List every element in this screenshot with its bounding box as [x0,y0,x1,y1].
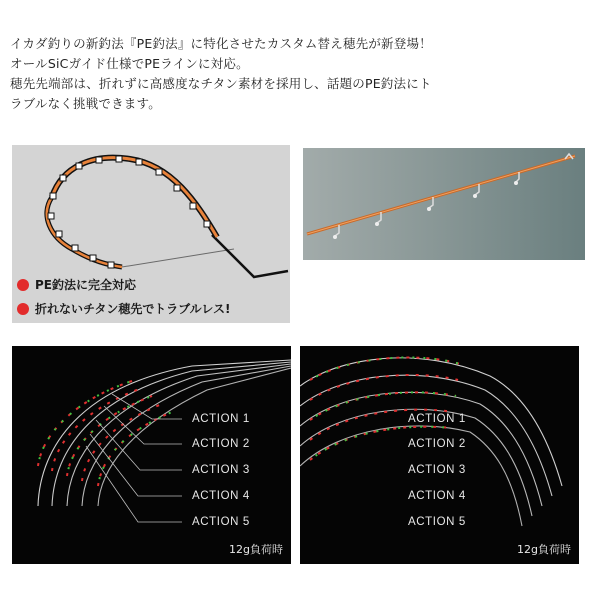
feature-text: PE釣法に完全対応 [35,278,136,292]
action-3-label: ACTION 3 [192,464,250,476]
intro-line-3: 穂先先端部は、折れずに高感度なチタン素材を採用し、話題のPE釣法にト [10,76,432,91]
action-4-label: ACTION 4 [408,490,466,502]
action-1-label: ACTION 1 [408,413,466,425]
action-chart-right [300,346,579,564]
action-5-label: ACTION 5 [192,516,250,528]
action-1-label: ACTION 1 [192,413,250,425]
load-label: 12g負荷時 [229,543,283,556]
rod-action-curves-icon [12,346,291,564]
intro-line-2: オールSiCガイド仕様でPEラインに対応。 [10,56,249,71]
action-chart-left [12,346,291,564]
rod-action-curves-icon [300,346,579,564]
action-4-label: ACTION 4 [192,490,250,502]
feature-text: 折れないチタン穂先でトラブルレス! [35,302,231,316]
bullet-dot-icon [17,279,29,291]
pe-rod-illustration-panel [12,145,290,323]
bullet-dot-icon [17,303,29,315]
action-3-label: ACTION 3 [408,464,466,476]
feature-pe-support [17,276,136,293]
bent-rod-illustration-icon [12,145,290,323]
action-2-label: ACTION 2 [408,438,466,450]
intro-line-4: ラブルなく挑戦できます。 [10,96,161,111]
action-5-label: ACTION 5 [408,516,466,528]
rod-tip-photo-panel [303,148,585,260]
action-2-label: ACTION 2 [192,438,250,450]
feature-titanium-tip [17,300,231,317]
rod-tip-photo-icon [303,148,585,260]
intro-line-1: イカダ釣りの新釣法『PE釣法』に特化させたカスタム替え穂先が新登場！ [10,36,432,51]
intro-text [10,34,570,114]
load-label: 12g負荷時 [517,543,571,556]
